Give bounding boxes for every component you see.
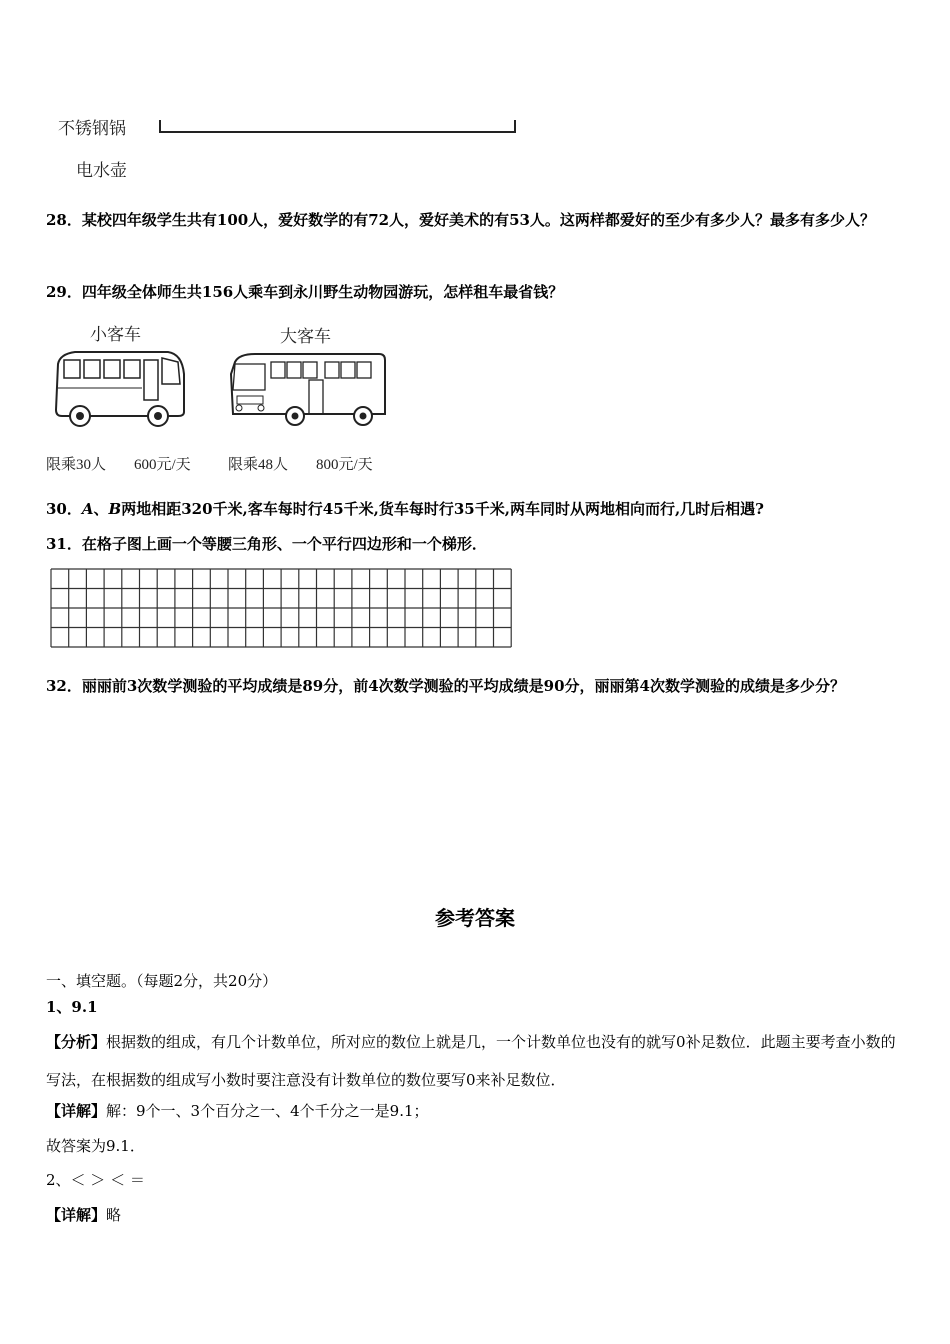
separator: 、 bbox=[93, 500, 109, 518]
item-label-kettle: 电水壶 bbox=[76, 161, 127, 181]
small-bus-capacity: 限乘30人 bbox=[46, 457, 107, 473]
question-text: 两地相距320千米,客车每时行45千米,货车每时行35千米,两车同时从两地相向而行,几时后相遇? bbox=[121, 500, 764, 518]
question-28 bbox=[46, 202, 908, 238]
answer-line bbox=[155, 110, 525, 140]
question-30 bbox=[46, 491, 908, 527]
answer-1-final: 故答案为9.1． bbox=[46, 1137, 145, 1155]
question-32 bbox=[46, 668, 908, 704]
small-bus-title: 小客车 bbox=[90, 325, 141, 345]
item-label-stainless-pot: 不锈钢锅 bbox=[58, 119, 126, 139]
large-bus-price: 800元/天 bbox=[316, 457, 373, 473]
question-number: 32． bbox=[46, 677, 82, 695]
small-bus-image bbox=[50, 344, 190, 434]
question-text: 某校四年级学生共有100人，爱好数学的有72人，爱好美术的有53人。这两样都爱好的至少有多少人？最多有多少人？ bbox=[81, 211, 875, 229]
answer-2-detail bbox=[46, 1198, 908, 1232]
question-29 bbox=[46, 274, 908, 310]
question-number: 28． bbox=[46, 211, 82, 229]
question-text: 在格子图上画一个等腰三角形、一个平行四边形和一个梯形． bbox=[81, 535, 487, 553]
large-bus-image bbox=[225, 350, 390, 434]
answer-1-analysis bbox=[46, 1023, 908, 1099]
question-31 bbox=[46, 526, 908, 562]
large-bus-title: 大客车 bbox=[280, 327, 331, 347]
point-b: B bbox=[108, 500, 122, 518]
answer-1-detail bbox=[46, 1094, 908, 1128]
detail-tag: 【详解】 bbox=[46, 1102, 107, 1120]
detail-text: 解：9个一、3个百分之一、4个千分之一是9.1； bbox=[106, 1102, 429, 1120]
section-heading: 一、填空题。（每题2分，共20分） bbox=[46, 972, 278, 990]
answer-2-heading: 2、＜ ＞ ＜ ＝ bbox=[46, 1171, 145, 1189]
detail-text: 略 bbox=[106, 1206, 122, 1224]
point-a: A bbox=[81, 500, 94, 518]
analysis-tag: 【分析】 bbox=[46, 1033, 107, 1051]
question-number: 30． bbox=[46, 500, 82, 518]
drawing-grid[interactable] bbox=[50, 568, 520, 652]
answers-title: 参考答案 bbox=[435, 906, 515, 930]
question-number: 31． bbox=[46, 535, 82, 553]
small-bus-price: 600元/天 bbox=[134, 457, 191, 473]
large-bus-capacity: 限乘48人 bbox=[228, 457, 289, 473]
question-text: 四年级全体师生共156人乘车到永川野生动物园游玩，怎样租车最省钱？ bbox=[81, 283, 564, 301]
question-number: 29． bbox=[46, 283, 82, 301]
detail-tag: 【详解】 bbox=[46, 1206, 107, 1224]
answer-1-heading: 1、9.1 bbox=[46, 998, 98, 1016]
analysis-text: 根据数的组成，有几个计数单位，所对应的数位上就是几，一个计数单位也没有的就写0补足数位．此题主要考查小数的写法，在根据数的组成写小数时要注意没有计数单位的数位要写0来补足数位． bbox=[46, 1033, 896, 1089]
question-text: 丽丽前3次数学测验的平均成绩是89分，前4次数学测验的平均成绩是90分，丽丽第4次数学测验的成绩是多少分？ bbox=[81, 677, 845, 695]
